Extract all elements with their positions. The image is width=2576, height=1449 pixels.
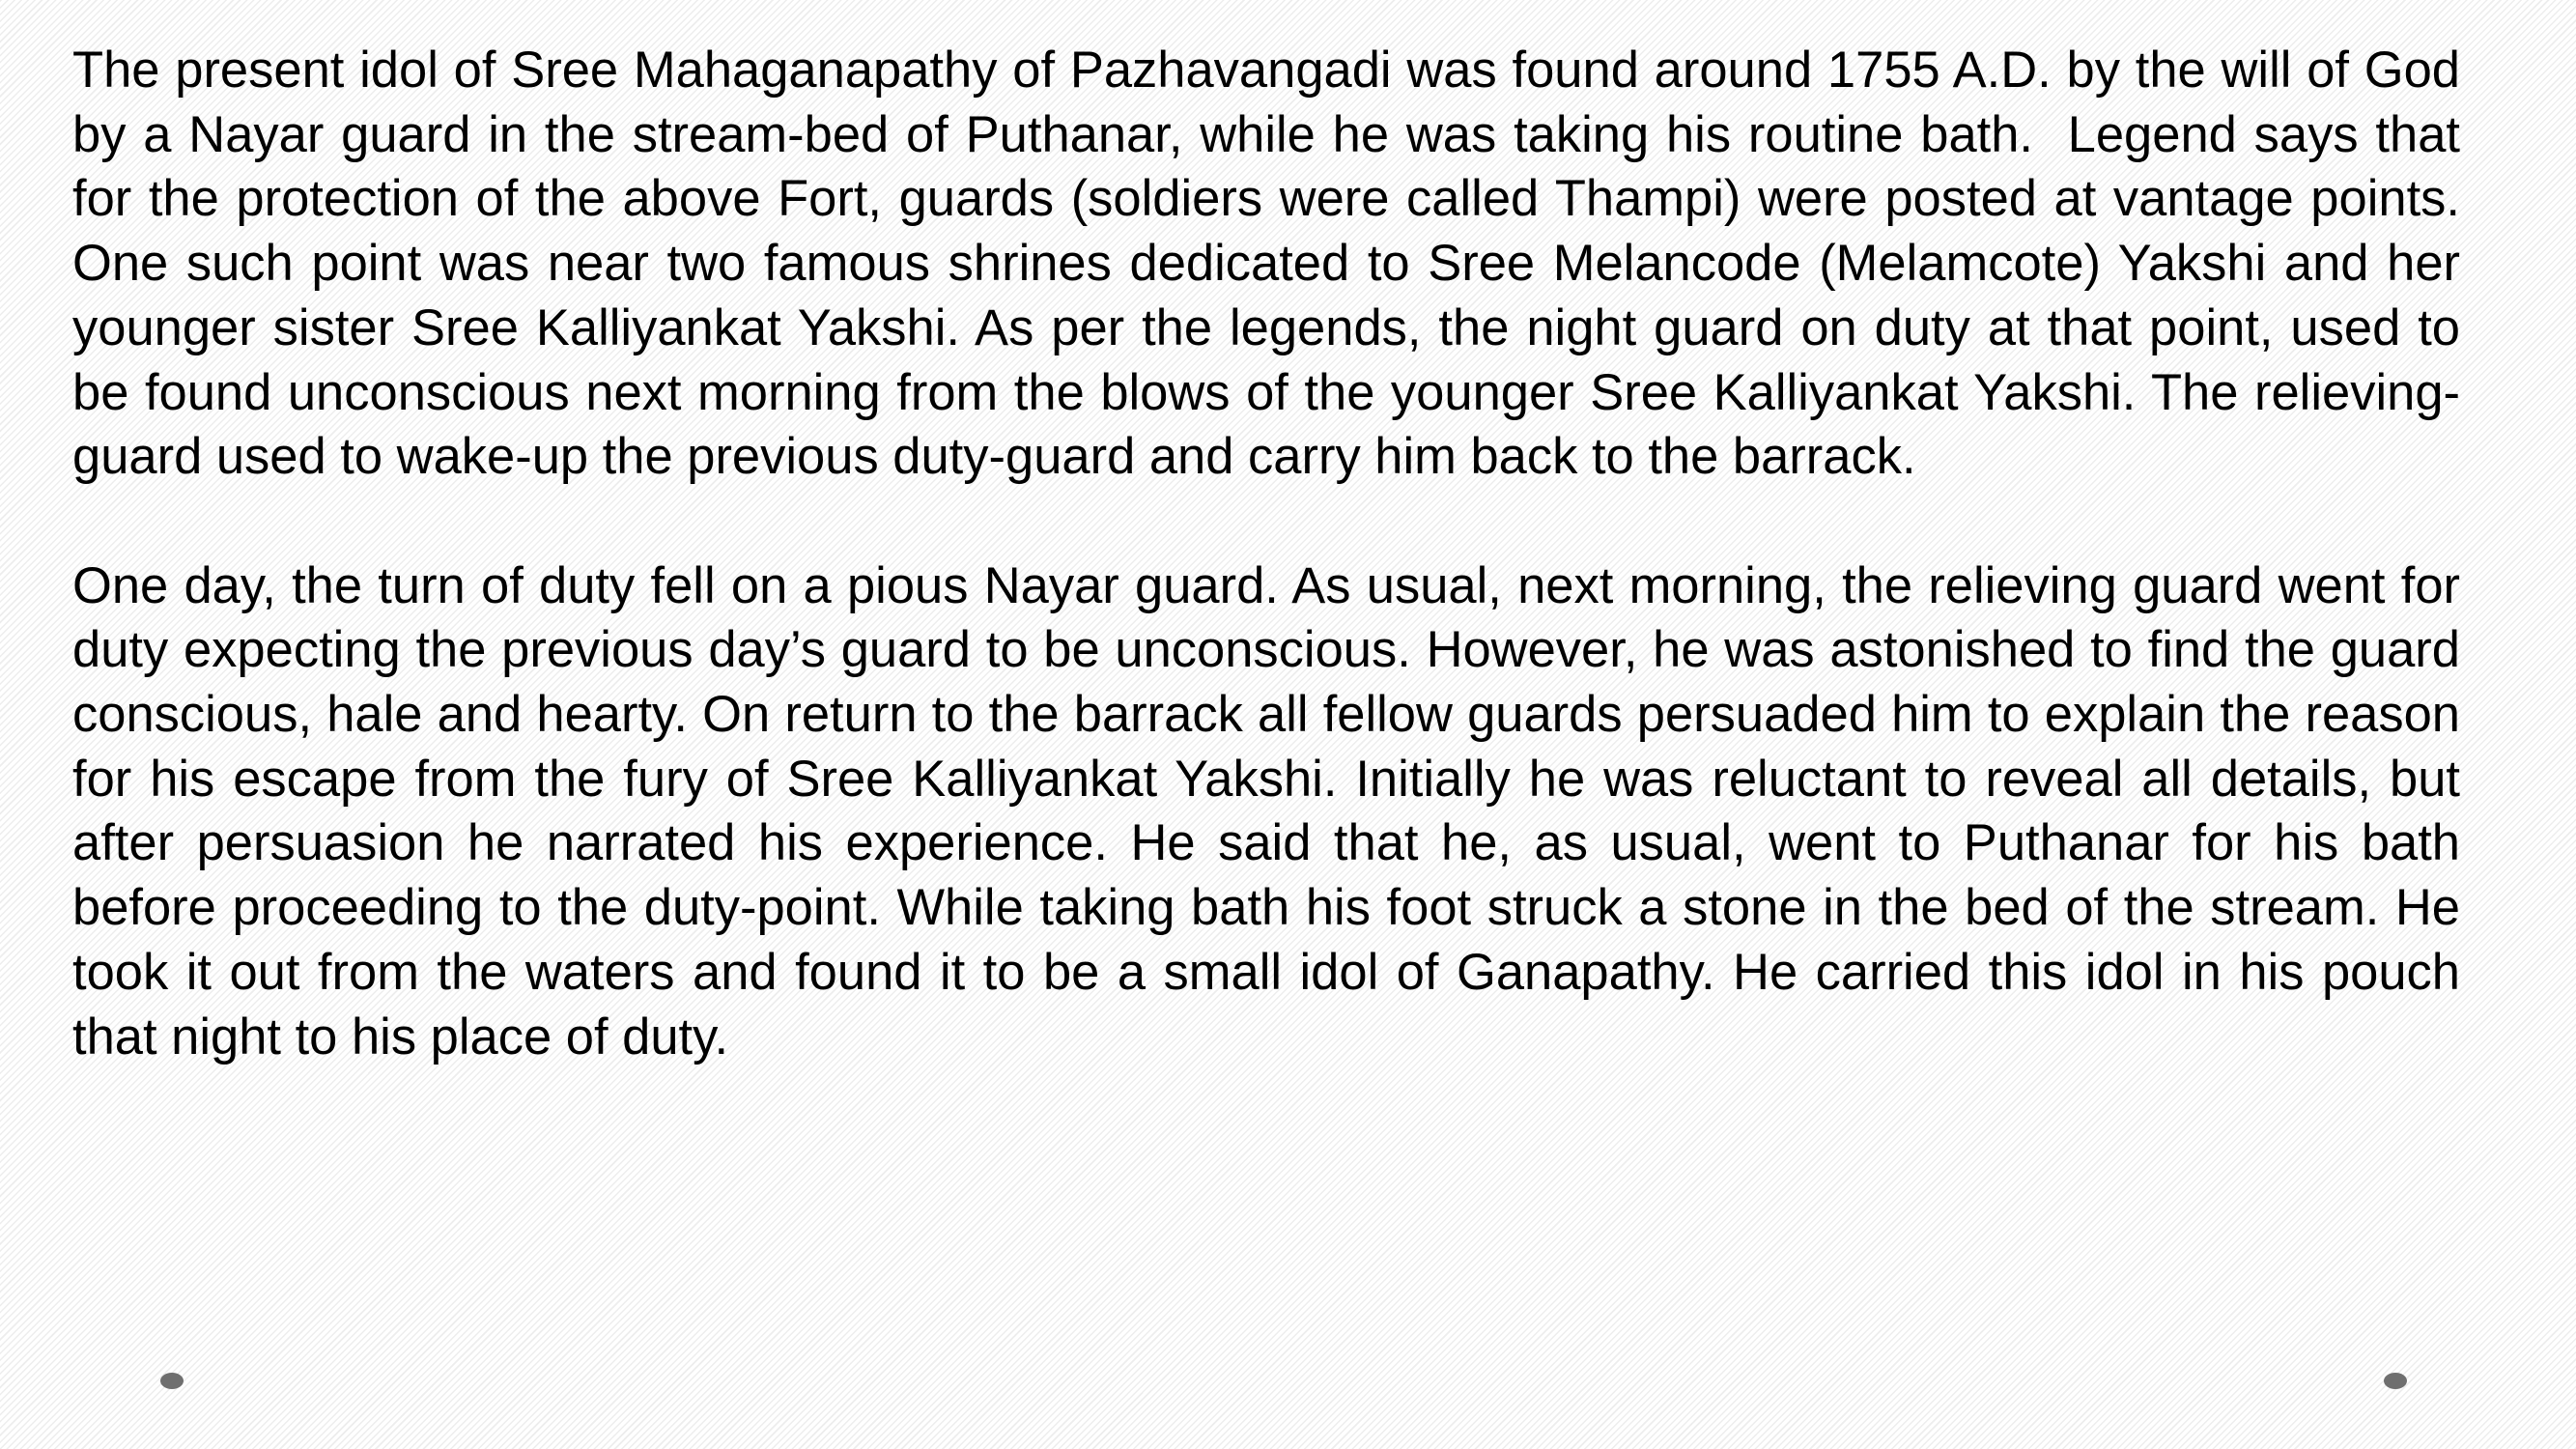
paragraph-discovery: One day, the turn of duty fell on a pious Nayar guard. As usual, next morning, the relieving guard went for duty expecting the previous day’s guard to be unconscious. However, he was astonished to find the guard conscious, hale and hearty. On return to the barrack all fellow guards persuaded him to explain the reason for his escape from the fury of Sree Kalliyankat Yakshi. Initially he was reluctant to reveal all details, but after persuasion he narrated his experience. He said that he, as usual, went to Puthanar for his bath before proceeding to the duty-point. While taking bath his foot struck a stone in the bed of the stream. He took it out from the waters and found it to be a small idol of Ganapathy. He carried this idol in his pouch that night to his place of duty.: [72, 556, 2475, 1065]
paragraph-legend: The present idol of Sree Mahaganapathy of Pazhavangadi was found around 1755 A.D. by the will of God by a Nayar guard in the stream-bed of Puthanar, while he was taking his routine bath. Legend says that for the protection of the above Fort, guards (soldiers were called Thampi) were posted at vantage points. One such point was near two famous shrines dedicated to Sree Melancode (Melamcote) Yakshi and her younger sister Sree Kalliyankat Yakshi. As per the legends, the night guard on duty at that point, used to be found unconscious next morning from the blows of the younger Sree Kalliyankat Yakshi. The relieving-guard used to wake-up the previous duty-guard and carry him back to the barrack.: [72, 42, 2475, 486]
right-dot-icon: [2384, 1373, 2407, 1389]
left-dot-icon: [160, 1373, 184, 1389]
slide-text-body: [72, 39, 2475, 1069]
